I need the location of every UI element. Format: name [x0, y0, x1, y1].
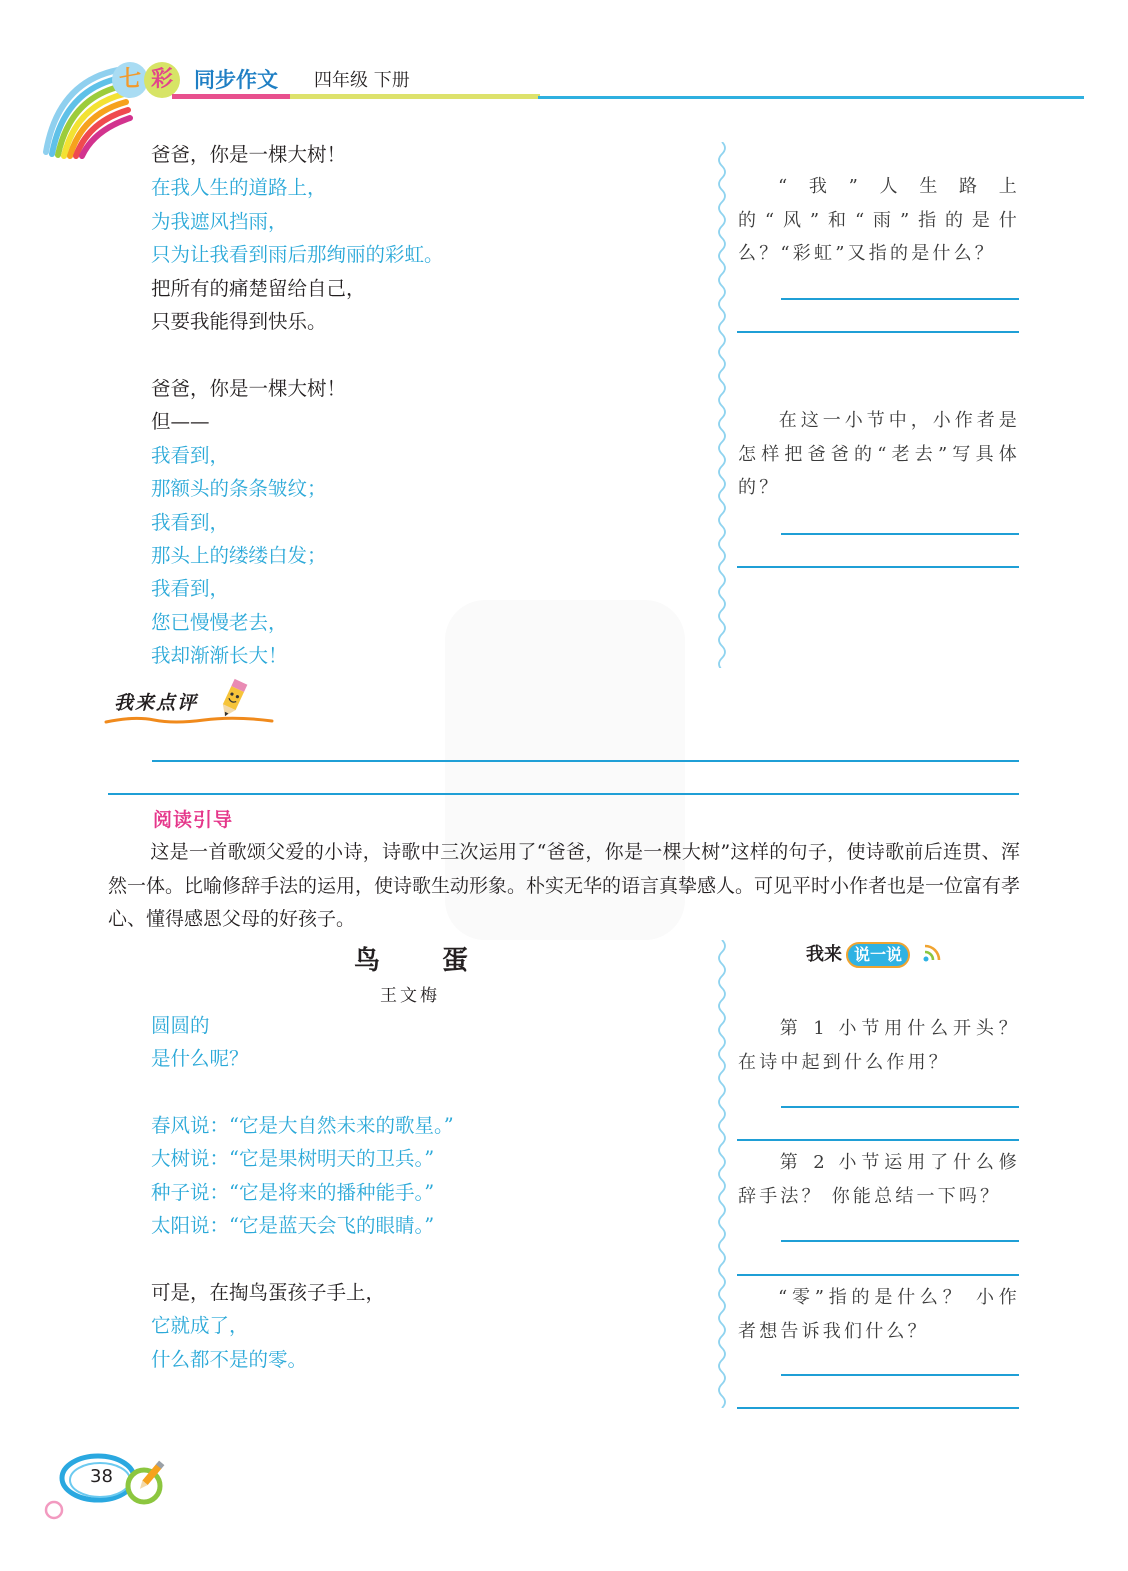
header-bar-yellow — [290, 94, 540, 99]
header-bar-pink — [172, 94, 292, 99]
answer-line[interactable] — [737, 1407, 1019, 1409]
poem-line: 爸爸，你是一棵大树！ — [151, 143, 347, 166]
poem1-stanza2 — [151, 372, 346, 673]
answer-line[interactable] — [781, 298, 1019, 300]
poem-line: 在我人生的道路上， — [151, 176, 327, 200]
poem2-stanza3 — [151, 1276, 385, 1376]
title-char: 蛋 — [442, 946, 469, 976]
answer-line[interactable] — [737, 1139, 1019, 1141]
poem-line: 什么都不是的零。 — [151, 1347, 308, 1371]
speak-heading — [806, 940, 944, 968]
poem-line: 春风说：“它是大自然未来的歌星。” — [151, 1114, 454, 1137]
book-brand: 同步作文 — [194, 67, 278, 92]
pencil-mascot-icon — [216, 678, 250, 720]
side-question — [738, 404, 1020, 505]
poem-line: 大树说：“它是果树明天的卫兵。” — [151, 1147, 435, 1171]
speak-prefix: 我来 — [806, 944, 842, 965]
question-text: “我”人生路上的“风”和“雨”指的是什么？“彩虹”又指的是什么？ — [738, 176, 1020, 264]
poem-line: 我却渐渐长大！ — [151, 644, 288, 668]
poem-line: 爸爸，你是一棵大树！ — [151, 377, 347, 400]
page-number: 38 — [90, 1466, 113, 1487]
wavy-divider-icon — [716, 142, 728, 668]
poem-line: 把所有的痛楚留给自己， — [151, 276, 366, 300]
poem-line: 它就成了， — [151, 1314, 249, 1338]
poem-line: 我看到， — [151, 510, 230, 534]
answer-line[interactable] — [781, 1106, 1019, 1108]
poem-line: 为我遮风挡雨， — [151, 209, 288, 233]
poem2-author: 王文梅 — [380, 986, 440, 1006]
side-question — [738, 170, 1020, 271]
poem-line: 但—— — [151, 410, 210, 434]
poem-line: 那额头的条条皱纹； — [151, 477, 327, 501]
answer-line[interactable] — [781, 1240, 1019, 1242]
question-text: 第 2 小节运用了什么修辞手法？ 你能总结一下吗？ — [738, 1152, 1020, 1207]
answer-line[interactable] — [737, 331, 1019, 333]
answer-line[interactable] — [781, 533, 1019, 535]
guide-paragraph — [108, 836, 1020, 937]
poem2-stanza1 — [151, 1009, 249, 1076]
answer-line[interactable] — [737, 566, 1019, 568]
wavy-divider-icon — [716, 940, 728, 1408]
title-char: 鸟 — [354, 946, 381, 976]
answer-line[interactable] — [737, 1274, 1019, 1276]
side-question — [738, 1281, 1020, 1348]
poem1-stanza1 — [151, 138, 444, 338]
poem-line: 那头上的缕缕白发； — [151, 543, 327, 567]
poem2-title — [354, 940, 468, 977]
poem-line: 是什么呢？ — [151, 1047, 249, 1071]
poem-line: 我看到， — [151, 443, 230, 467]
grade-label: 四年级 下册 — [314, 70, 410, 91]
review-answer-line[interactable] — [108, 793, 1019, 795]
poem-line: 只为让我看到雨后那绚丽的彩虹。 — [151, 243, 444, 267]
poem-line: 种子说：“它是将来的播种能手。” — [151, 1180, 435, 1204]
signal-wave-icon — [922, 943, 944, 963]
question-text: 第 1 小节用什么开头？ 在诗中起到什么作用？ — [738, 1018, 1020, 1073]
badge-qi: 七 — [112, 62, 148, 98]
review-answer-line[interactable] — [152, 760, 1019, 762]
guide-title: 阅读引导 — [153, 809, 234, 831]
poem-line: 只要我能得到快乐。 — [151, 309, 327, 333]
poem-line: 您已慢慢老去， — [151, 610, 288, 634]
badge-cai: 彩 — [144, 62, 180, 98]
guide-text: 这是一首歌颂父爱的小诗，诗歌中三次运用了“爸爸，你是一棵大树”这样的句子，使诗歌前后连贯、浑然一体。比喻修辞手法的运用，使诗歌生动形象。朴实无华的语言真挚感人。可见平时小作者也是一位富有孝心、懂得感恩父母的好孩子。 — [108, 841, 1021, 930]
side-question — [738, 1146, 1020, 1213]
question-text: 在这一小节中，小作者是怎样把爸爸的“老去”写具体的？ — [738, 410, 1020, 498]
poem-line: 可是，在掏鸟蛋孩子手上， — [151, 1281, 386, 1304]
speak-pill: 说一说 — [846, 942, 910, 968]
header-bar-blue — [538, 96, 1084, 99]
poem-line: 我看到， — [151, 577, 230, 601]
review-title: 我来点评 — [114, 692, 199, 714]
poem-line: 太阳说：“它是蓝天会飞的眼睛。” — [151, 1214, 435, 1238]
question-text: “零”指的是什么？ 小作者想告诉我们什么？ — [738, 1287, 1020, 1342]
poem2-stanza2 — [151, 1109, 454, 1243]
poem-line: 圆圆的 — [151, 1014, 210, 1037]
answer-line[interactable] — [781, 1374, 1019, 1376]
side-question — [738, 1012, 1020, 1079]
